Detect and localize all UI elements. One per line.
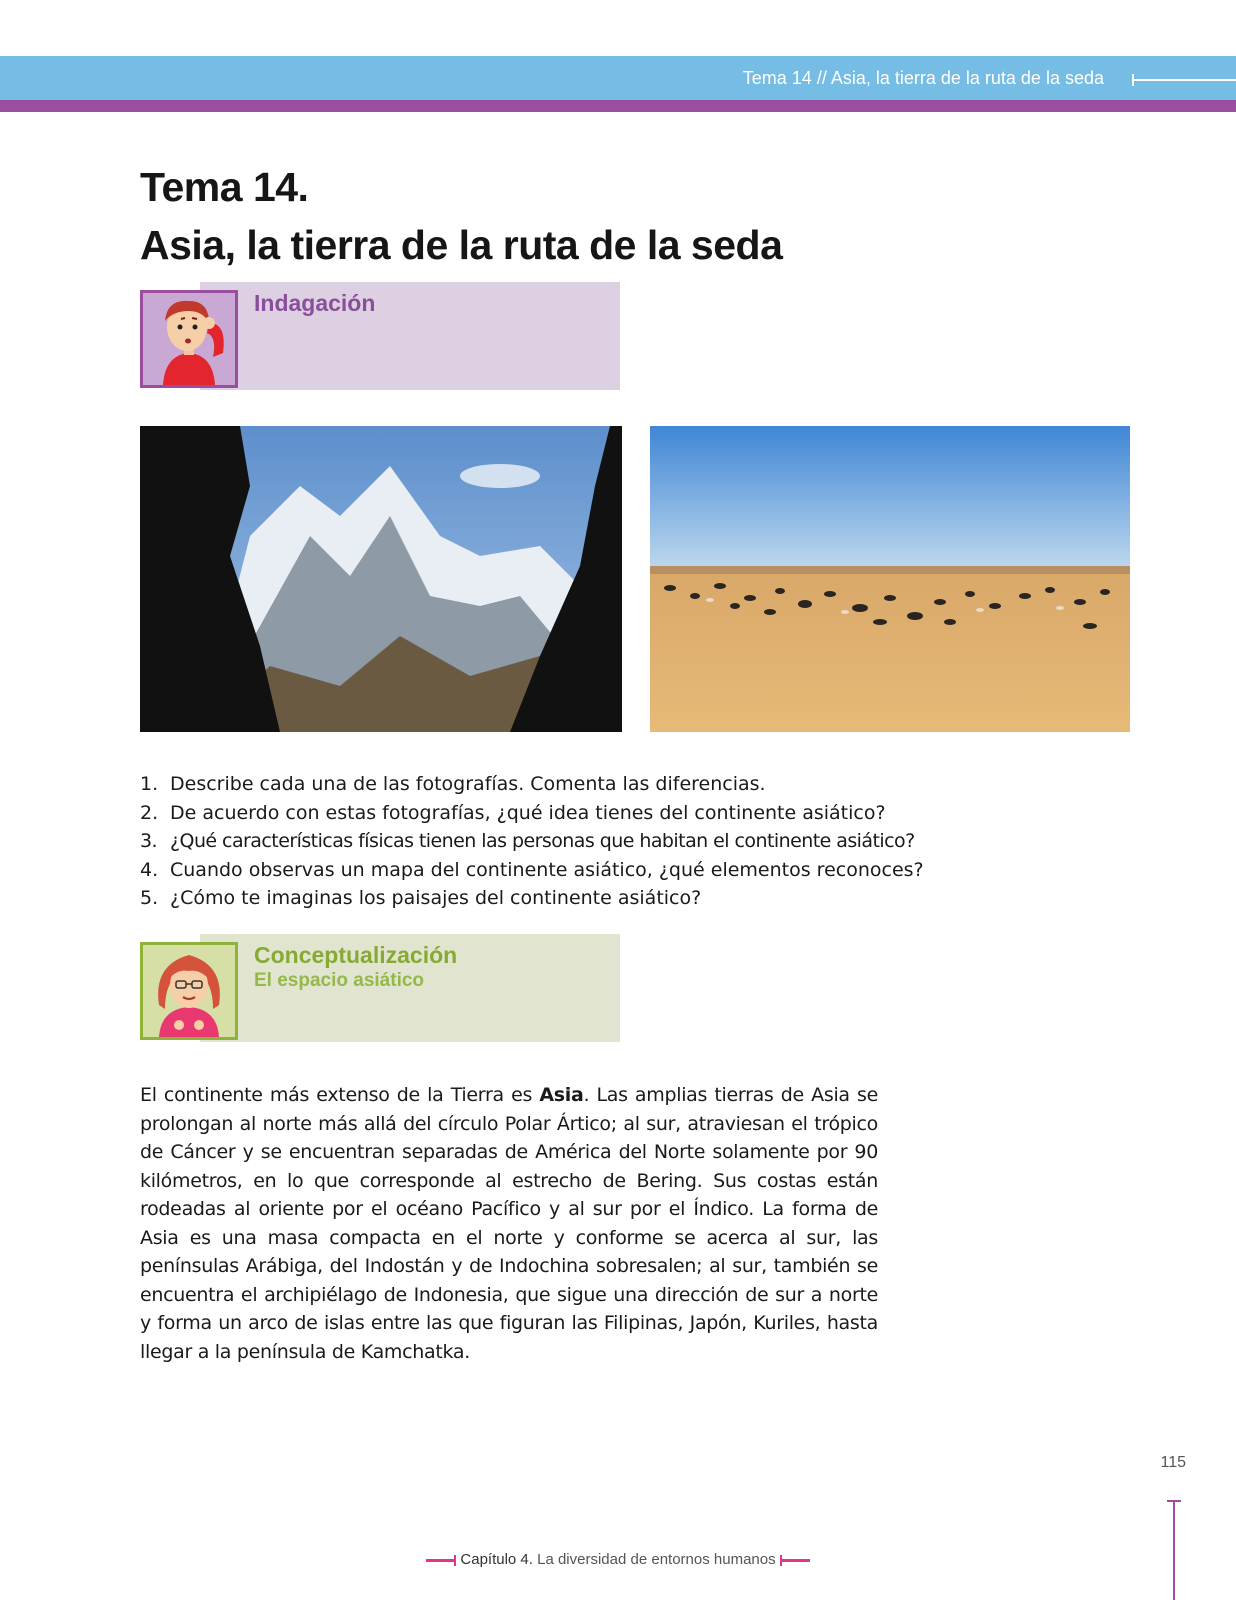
question-text: ¿Cómo te imaginas los paisajes del continente asiático? [170, 887, 702, 909]
list-item: 3. ¿Qué características físicas tienen las personas que habitan el continente asiático? [140, 830, 915, 852]
list-item: 5. ¿Cómo te imaginas los paisajes del continente asiático? [140, 887, 702, 909]
footer-chapter: Capítulo 4. [460, 1551, 533, 1568]
footer-rule-right [780, 1559, 810, 1562]
indagacion-title: Indagación [254, 290, 376, 316]
question-text: Describe cada una de las fotografías. Comenta las diferencias. [170, 773, 766, 795]
question-list [140, 770, 924, 913]
running-title: Tema 14 // Asia, la tierra de la ruta de la seda [742, 68, 1104, 88]
boy-thinking-avatar [140, 290, 238, 388]
page-title [140, 158, 782, 274]
title-line-1: Tema 14. [140, 164, 309, 210]
keyword-asia: Asia [539, 1084, 584, 1106]
question-text: Cuando observas un mapa del continente asiático, ¿qué elementos reconoces? [170, 858, 924, 881]
footer [0, 1551, 1236, 1568]
body-paragraph: El continente más extenso de la Tierra es Asia. Las amplias tierras de Asia se prolongan al norte más allá del círculo Polar Ártico; al sur, atraviesan el trópico de Cáncer y se encuentran separadas de América del Norte solamente por 90 kilómetros, en lo que corresponde al estrecho de Bering. Sus costas están rodeadas al oriente por el océano Pacífico y al sur por el Índico. La forma de Asia es una masa compacta en el norte y conforme se acerca al sur, las penínsulas Arábiga, del Indostán y de Indochina sobresalen; al sur, también se encuentra el archipiélago de Indonesia, que sigue una dirección de sur a norte y forma un arco de islas entre las que figuran las Filipinas, Japón, Kuriles, hasta llegar a la península de Kamchatka. [140, 1084, 878, 1363]
mountain-photo [140, 426, 622, 732]
footer-chapter-title: La diversidad de entornos humanos [537, 1551, 776, 1568]
conceptualizacion-section [140, 934, 620, 1042]
girl-avatar [140, 942, 238, 1040]
list-item: 1. Describe cada una de las fotografías. Comenta las diferencias. [140, 773, 766, 795]
indagacion-section [140, 282, 620, 390]
question-text: ¿Qué características físicas tienen las personas que habitan el continente asiático? [170, 830, 915, 852]
conceptualizacion-subtitle: El espacio asiático [254, 970, 425, 991]
header-rule [1132, 79, 1236, 81]
question-text: De acuerdo con estas fotografías, ¿qué idea tienes del continente asiático? [170, 801, 886, 824]
margin-rule [1173, 1500, 1175, 1600]
header-stripe [0, 100, 1236, 112]
footer-rule-left [426, 1559, 456, 1562]
list-item: 2. De acuerdo con estas fotografías, ¿qué idea tienes del continente asiático? [140, 801, 886, 824]
page-number: 115 [1160, 1454, 1186, 1471]
title-line-2: Asia, la tierra de la ruta de la seda [140, 222, 783, 268]
conceptualizacion-title: Conceptualización [254, 942, 458, 968]
steppe-photo [650, 426, 1130, 732]
list-item: 4. Cuando observas un mapa del continente asiático, ¿qué elementos reconoces? [140, 858, 924, 881]
